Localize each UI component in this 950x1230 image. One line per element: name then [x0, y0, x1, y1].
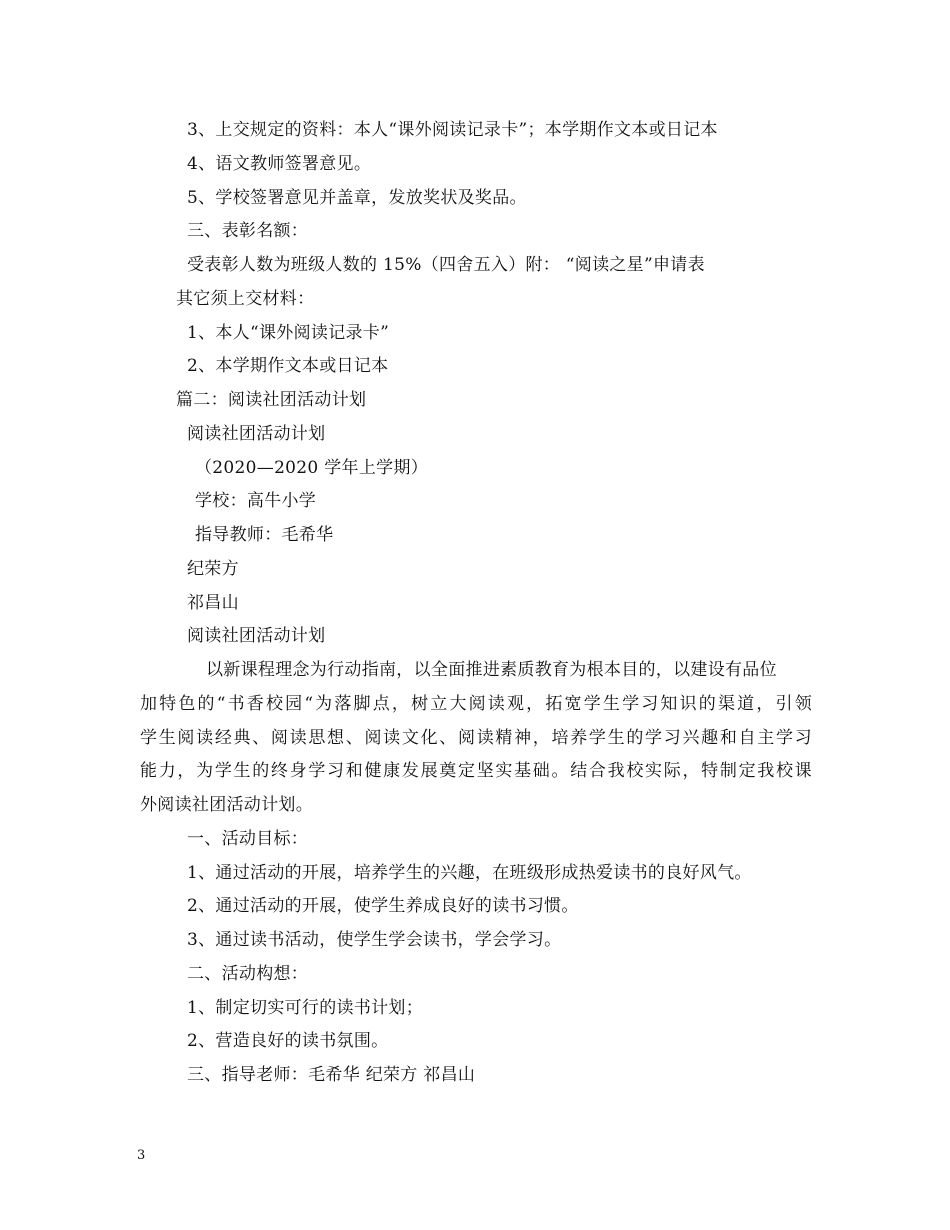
text-line: 其它须上交材料： — [176, 289, 315, 309]
document-title: 阅读社团活动计划 — [187, 424, 326, 444]
text-line: 1、本人“课外阅读记录卡” — [187, 323, 390, 343]
chapter-heading: 篇二：阅读社团活动计划 — [176, 390, 367, 410]
text-line: 3、通过读书活动，使学生学会读书，学会学习。 — [187, 930, 562, 950]
text-line: 2、通过活动的开展，使学生养成良好的读书习惯。 — [187, 896, 579, 916]
paragraph-line: 加特色的“书香校园“为落脚点，树立大阅读观，拓宽学生学习知识的渠道，引领 — [140, 694, 812, 714]
text-line: 受表彰人数为班级人数的 15%（四舍五入）附： “阅读之星”申请表 — [187, 255, 705, 275]
text-line: 2、本学期作文本或日记本 — [187, 356, 389, 376]
section-heading: 一、活动目标： — [187, 829, 309, 849]
page-number: 3 — [137, 1148, 146, 1163]
plan-title: 阅读社团活动计划 — [187, 626, 326, 646]
paragraph-line: 学生阅读经典、阅读思想、阅读文化、阅读精神，培养学生的学习兴趣和自主学习 — [140, 728, 812, 748]
instructor-name: 祁昌山 — [187, 593, 239, 613]
text-line: 1、通过活动的开展，培养学生的兴趣，在班级形成热爱读书的良好风气。 — [187, 863, 752, 883]
text-line: 3、上交规定的资料：本人“课外阅读记录卡”；本学期作文本或日记本 — [187, 120, 718, 140]
school-name: 学校：高牛小学 — [195, 491, 317, 511]
paragraph-line: 能力，为学生的终身学习和健康发展奠定坚实基础。结合我校实际，特制定我校课 — [140, 761, 812, 781]
section-heading: 三、表彰名额： — [187, 221, 309, 241]
paragraph-line: 以新课程理念为行动指南，以全面推进素质教育为根本目的，以建设有品位 — [206, 660, 777, 680]
text-line: 5、学校签署意见并盖章，发放奖状及奖品。 — [187, 188, 527, 208]
text-line: 4、语文教师签署意见。 — [187, 154, 372, 174]
section-heading: 二、活动构想： — [187, 964, 309, 984]
paragraph-line: 外阅读社团活动计划。 — [140, 795, 313, 815]
instructor-name: 纪荣方 — [187, 559, 239, 579]
school-year: （2020—2020 学年上学期） — [195, 458, 429, 478]
text-line: 1、制定切实可行的读书计划； — [187, 998, 424, 1018]
instructor-line: 指导教师：毛希华 — [195, 525, 334, 545]
text-line: 2、营造良好的读书氛围。 — [187, 1031, 389, 1051]
section-heading: 三、指导老师：毛希华 纪荣方 祁昌山 — [187, 1065, 476, 1085]
